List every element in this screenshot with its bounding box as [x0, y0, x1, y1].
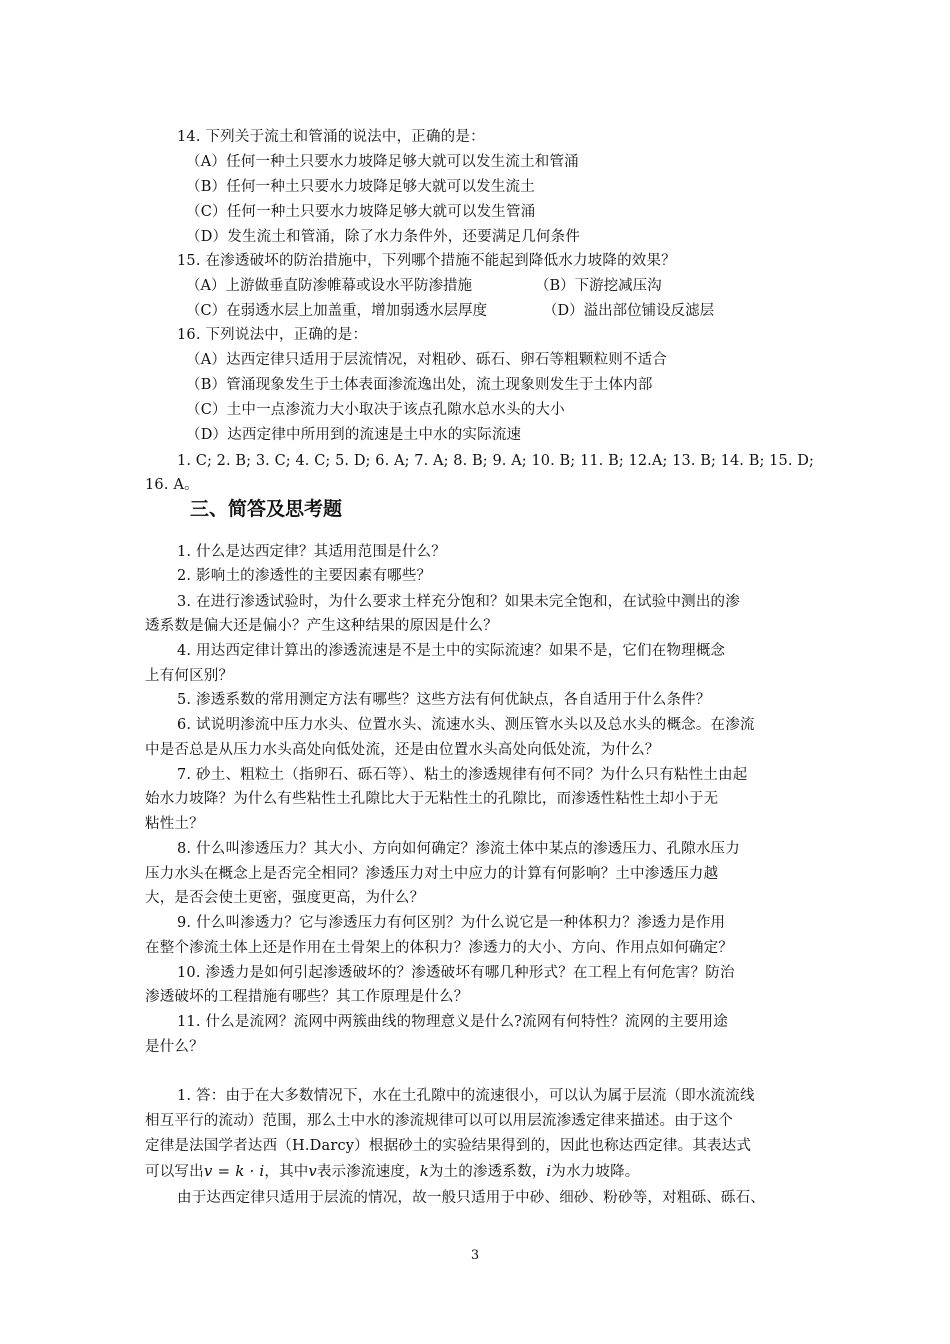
question-16-option-b: （B）管涌现象发生于土体表面渗流逸出处，流土现象则发生于土体内部	[186, 377, 653, 393]
answer-1-text-mid1: ，其中	[264, 1164, 309, 1180]
short-question-3-line-1: 3. 在进行渗透试验时，为什么要求土样充分饱和？如果未完全饱和，在试验中测出的渗	[177, 594, 740, 610]
question-14-option-a: （A）任何一种土只要水力坡降足够大就可以发生流土和管涌	[186, 154, 579, 170]
question-14-option-d: （D）发生流土和管涌，除了水力条件外，还要满足几何条件	[186, 229, 581, 245]
short-question-8-line-2: 压力水头在概念上是否完全相同？渗透压力对土中应力的计算有何影响？土中渗透压力越	[145, 866, 719, 882]
answer-key-line-2: 16. A。	[145, 477, 199, 493]
short-question-1: 1. 什么是达西定律？其适用范围是什么？	[177, 544, 446, 560]
short-question-9-line-1: 9. 什么叫渗透力？它与渗透压力有何区别？为什么说它是一种体积力？渗透力是作用	[177, 915, 726, 931]
answer-1-line-2: 相互平行的流动）范围，那么土中水的渗流规律可以可以用层流渗透定律来描述。由于这个	[145, 1113, 733, 1129]
question-14-option-b: （B）任何一种土只要水力坡降足够大就可以发生流土	[186, 179, 535, 195]
answer-1-line-1: 1. 答：由于在大多数情况下，水在土孔隙中的流速很小，可以认为属于层流（即水流流线	[177, 1088, 755, 1104]
darcy-formula: v = k · i	[203, 1162, 265, 1180]
answer-1-line-4	[145, 1161, 639, 1182]
answer-1-text-post: 为水力坡降。	[551, 1164, 640, 1180]
variable-v: v	[308, 1164, 317, 1180]
short-question-5: 5. 渗透系数的常用测定方法有哪些？这些方法有何优缺点，各自适用于什么条件？	[177, 692, 711, 708]
question-16-option-d: （D）达西定律中所用到的流速是土中水的实际流速	[186, 427, 522, 443]
answer-1-line-3: 定律是法国学者达西（H.Darcy）根据砂土的实验结果得到的，因此也称达西定律。其表达式	[145, 1138, 752, 1154]
question-15-option-b: （B）下游挖减压沟	[535, 278, 662, 294]
short-question-8-line-3: 大，是否会使土更密，强度更高，为什么？	[145, 890, 425, 906]
question-16-stem: 16. 下列说法中，正确的是：	[177, 327, 368, 343]
section-title: 三、简答及思考题	[190, 498, 343, 520]
short-question-4-line-1: 4. 用达西定律计算出的渗透流速是不是土中的实际流速？如果不是，它们在物理概念	[177, 643, 726, 659]
question-14-option-c: （C）任何一种土只要水力坡降足够大就可以发生管涌	[186, 204, 536, 220]
question-15-stem: 15. 在渗透破坏的防治措施中，下列哪个措施不能起到降低水力坡降的效果？	[177, 253, 676, 269]
question-14-stem: 14. 下列关于流土和管涌的说法中，正确的是：	[177, 129, 485, 145]
short-question-4-line-2: 上有何区别？	[145, 668, 234, 684]
question-16-option-a: （A）达西定律只适用于层流情况，对粗砂、砾石、卵石等粗颗粒则不适合	[186, 352, 668, 368]
question-16-option-c: （C）土中一点渗流力大小取决于该点孔隙水总水头的大小	[186, 402, 565, 418]
question-15-option-a: （A）上游做垂直防渗帷幕或设水平防渗措施	[186, 278, 472, 294]
answer-1-text-pre: 可以写出	[145, 1164, 204, 1180]
short-question-6-line-1: 6. 试说明渗流中压力水头、位置水头、流速水头、测压管水头以及总水头的概念。在渗流	[177, 717, 755, 733]
question-15-option-d: （D）溢出部位铺设反滤层	[543, 303, 715, 319]
page-number: 3	[470, 1248, 480, 1263]
short-question-7-line-2: 始水力坡降？为什么有些粘性土孔隙比大于无粘性土的孔隙比，而渗透性粘性土却小于无	[145, 791, 719, 807]
short-question-6-line-2: 中是否总是从压力水头高处向低处流，还是由位置水头高处向低处流，为什么？	[145, 742, 660, 758]
answer-1-text-mid3: 为土的渗透系数，	[428, 1164, 547, 1180]
short-question-10-line-2: 渗透破坏的工程措施有哪些？其工作原理是什么？	[145, 989, 469, 1005]
short-question-7-line-1: 7. 砂土、粗粒土（指卵石、砾石等）、粘土的渗透规律有何不同？为什么只有粘性土由起	[177, 767, 748, 783]
short-question-9-line-2: 在整个渗流土体上还是作用在土骨架上的体积力？渗透力的大小、方向、作用点如何确定？	[145, 940, 733, 956]
short-question-2: 2. 影响土的渗透性的主要因素有哪些？	[177, 568, 432, 584]
short-question-10-line-1: 10. 渗透力是如何引起渗透破坏的？渗透破坏有哪几种形式？在工程上有何危害？防治	[177, 965, 735, 981]
variable-i: i	[546, 1164, 552, 1180]
short-question-11-line-1: 11. 什么是流网？流网中两簇曲线的物理意义是什么?流网有何特性？流网的主要用途	[177, 1014, 728, 1030]
question-15-option-c: （C）在弱透水层上加盖重，增加弱透水层厚度	[186, 303, 488, 319]
short-question-3-line-2: 透系数是偏大还是偏小？产生这种结果的原因是什么？	[145, 618, 498, 634]
answer-1-line-5: 由于达西定律只适用于层流的情况，故一般只适用于中砂、细砂、粉砂等，对粗砾、砾石、	[177, 1190, 765, 1206]
short-question-7-line-3: 粘性土？	[145, 816, 204, 832]
answer-1-text-mid2: 表示渗流速度，	[316, 1164, 420, 1180]
answer-key-line-1: 1. C; 2. B; 3. C; 4. C; 5. D; 6. A; 7. A; 8. B; 9. A; 10. B; 11. B; 12.A; 13. B; 14. B; 15. D;	[177, 453, 814, 469]
variable-k: k	[419, 1164, 429, 1180]
short-question-11-line-2: 是什么？	[145, 1039, 204, 1055]
short-question-8-line-1: 8. 什么叫渗透压力？其大小、方向如何确定？渗流土体中某点的渗透压力、孔隙水压力	[177, 841, 740, 857]
